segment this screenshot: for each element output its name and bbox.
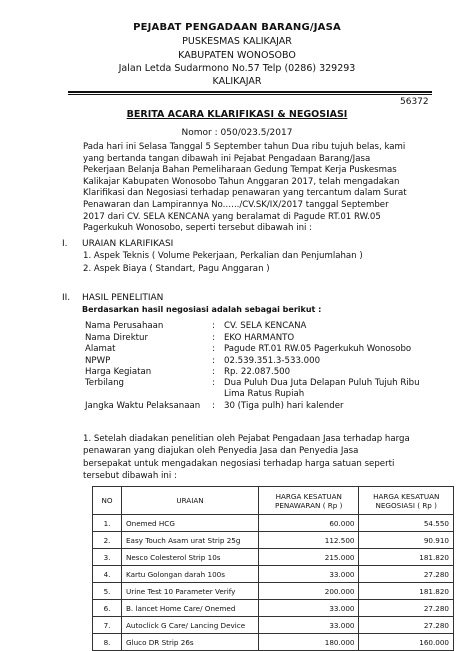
info-sep: : [212, 367, 215, 377]
cell-no: 3. [93, 549, 122, 566]
intro-paragraph [83, 142, 423, 235]
header-puskesmas: PUSKESMAS KALIKAJAR [182, 36, 292, 47]
cell-uraian: Easy Touch Asam urat Strip 25g [122, 532, 259, 549]
negotiation-table [92, 486, 454, 651]
postal-code: 56372 [400, 97, 429, 107]
header-kabupaten: KABUPATEN WONOSOBO [178, 50, 296, 61]
table-row [93, 515, 454, 532]
cell-penawaran: 180.000 [259, 634, 359, 651]
info-label-price: Harga Kegiatan [85, 367, 152, 377]
header-city: KALIKAJAR [212, 76, 262, 87]
info-sep: : [212, 378, 215, 388]
document-title: BERITA ACARA KLARIFIKASI & NEGOSIASI [126, 109, 348, 120]
cell-negosiasi: 90.910 [359, 532, 454, 549]
intro-line: Klarifikasi dan Negosiasi terhadap penawaran yang tercantum dalam Surat [83, 188, 407, 199]
header-agency: PEJABAT PENGADAAN BARANG/JASA [133, 22, 341, 33]
info-value-address: Pagude RT.01 RW.05 Pagerkukuh Wonosobo [224, 344, 412, 354]
table-row [93, 549, 454, 566]
info-sep: : [212, 344, 215, 354]
info-sep: : [212, 356, 215, 366]
info-sep: : [212, 401, 215, 411]
col-header-uraian: URAIAN [122, 487, 259, 515]
cell-penawaran: 215.000 [259, 549, 359, 566]
intro-line: Pagerkukuh Wonosobo, seperti tersebut dibawah ini : [83, 223, 313, 234]
info-sep: : [212, 333, 215, 343]
cell-negosiasi: 27.280 [359, 566, 454, 583]
cell-uraian: Gluco DR Strip 26s [122, 634, 259, 651]
cell-no: 1. [93, 515, 122, 532]
cell-negosiasi: 27.280 [359, 600, 454, 617]
info-sep: : [212, 321, 215, 331]
table-row [93, 634, 454, 651]
document-number: Nomor : 050/023.5/2017 [181, 128, 293, 138]
cell-no: 5. [93, 583, 122, 600]
cell-penawaran: 33.000 [259, 617, 359, 634]
section-2-number: II. [62, 293, 71, 303]
cell-penawaran: 33.000 [259, 566, 359, 583]
cell-negosiasi: 181.820 [359, 583, 454, 600]
info-label-director: Nama Direktur [85, 333, 149, 343]
section-1-number: I. [62, 239, 68, 249]
cell-negosiasi: 181.820 [359, 549, 454, 566]
header-address: Jalan Letda Sudarmono No.57 Telp (0286) 329293 [118, 63, 356, 74]
section-1-item: 2. Aspek Biaya ( Standart, Pagu Anggaran ) [83, 264, 270, 274]
cell-uraian: Nesco Colesterol Strip 10s [122, 549, 259, 566]
intro-line: 2017 dari CV. SELA KENCANA yang beralamat di Pagude RT.01 RW.05 [83, 211, 381, 222]
col-header-no: NO [93, 487, 122, 515]
info-value-duration: 30 (Tiga pulh) hari kalender [224, 401, 344, 411]
col-header-penawaran: HARGA KESATUAN PENAWARAN ( Rp ) [259, 487, 359, 515]
section-1-item: 1. Aspek Teknis ( Volume Pekerjaan, Perkalian dan Penjumlahan ) [83, 251, 363, 261]
info-label-company: Nama Perusahaan [85, 321, 164, 331]
cell-penawaran: 200.000 [259, 583, 359, 600]
header-rule-thin [68, 94, 432, 95]
info-label-npwp: NPWP [85, 356, 111, 366]
table-header-row [93, 487, 454, 515]
negotiation-line: tersebut dibawah ini : [83, 471, 177, 482]
section-2-subtitle: Berdasarkan hasil negosiasi adalah sebagai berikut : [82, 305, 322, 314]
info-value-company: CV. SELA KENCANA [224, 321, 307, 331]
table-row [93, 532, 454, 549]
negotiation-line: penawaran yang diajukan oleh Penyedia Jasa dan Penyedia Jasa [83, 446, 359, 457]
info-value-terbilang: Dua Puluh Dua Juta Delapan Puluh Tujuh Ribu [224, 378, 420, 388]
cell-negosiasi: 160.000 [359, 634, 454, 651]
header-rule-thick [68, 91, 432, 93]
cell-no: 4. [93, 566, 122, 583]
info-label-terbilang: Terbilang [85, 378, 125, 388]
table-row [93, 566, 454, 583]
intro-line: Pada hari ini Selasa Tanggal 5 September tahun Dua ribu tujuh belas, kami [83, 142, 406, 152]
intro-line: yang bertanda tangan dibawah ini Pejabat Pengadaan Barang/Jasa [83, 153, 371, 164]
info-label-duration: Jangka Waktu Pelaksanaan [85, 401, 201, 411]
cell-uraian: Urine Test 10 Parameter Verify [122, 583, 259, 600]
info-value-npwp: 02.539.351.3-533.000 [224, 356, 321, 366]
cell-penawaran: 60.000 [259, 515, 359, 532]
section-2-title: HASIL PENELITIAN [82, 293, 164, 303]
cell-negosiasi: 27.280 [359, 617, 454, 634]
cell-uraian: Kartu Golongan darah 100s [122, 566, 259, 583]
col-header-negosiasi: HARGA KESATUAN NEGOSIASI ( Rp ) [359, 487, 454, 515]
intro-line: Penawaran dan Lampirannya No.…../CV.SK/IX/2017 tanggal September [83, 199, 389, 210]
cell-no: 7. [93, 617, 122, 634]
cell-no: 6. [93, 600, 122, 617]
info-value-price: Rp. 22.087.500 [224, 367, 291, 377]
cell-negosiasi: 54.550 [359, 515, 454, 532]
info-value-terbilang-cont: Lima Ratus Rupiah [224, 389, 305, 399]
cell-penawaran: 33.000 [259, 600, 359, 617]
cell-no: 2. [93, 532, 122, 549]
intro-line: Kalikajar Kabupaten Wonosobo Tahun Anggaran 2017, telah mengadakan [83, 176, 400, 187]
cell-penawaran: 112.500 [259, 532, 359, 549]
cell-uraian: Autoclick G Care/ Lancing Device [122, 617, 259, 634]
negotiation-paragraph [83, 433, 453, 483]
cell-no: 8. [93, 634, 122, 651]
intro-line: Pekerjaan Belanja Bahan Pemeliharaan Gedung Tempat Kerja Puskesmas [83, 165, 397, 176]
cell-uraian: B. lancet Home Care/ Onemed [122, 600, 259, 617]
table-row [93, 617, 454, 634]
negotiation-line: bersepakat untuk mengadakan negosiasi terhadap harga satuan seperti [83, 458, 395, 469]
info-label-address: Alamat [85, 344, 116, 354]
section-1-title: URAIAN KLARIFIKASI [82, 239, 174, 249]
negotiation-line: 1. Setelah diadakan penelitian oleh Pejabat Pengadaan Jasa terhadap harga [83, 434, 410, 444]
table-row [93, 583, 454, 600]
info-value-director: EKO HARMANTO [224, 333, 295, 343]
cell-uraian: Onemed HCG [122, 515, 259, 532]
table-row [93, 600, 454, 617]
